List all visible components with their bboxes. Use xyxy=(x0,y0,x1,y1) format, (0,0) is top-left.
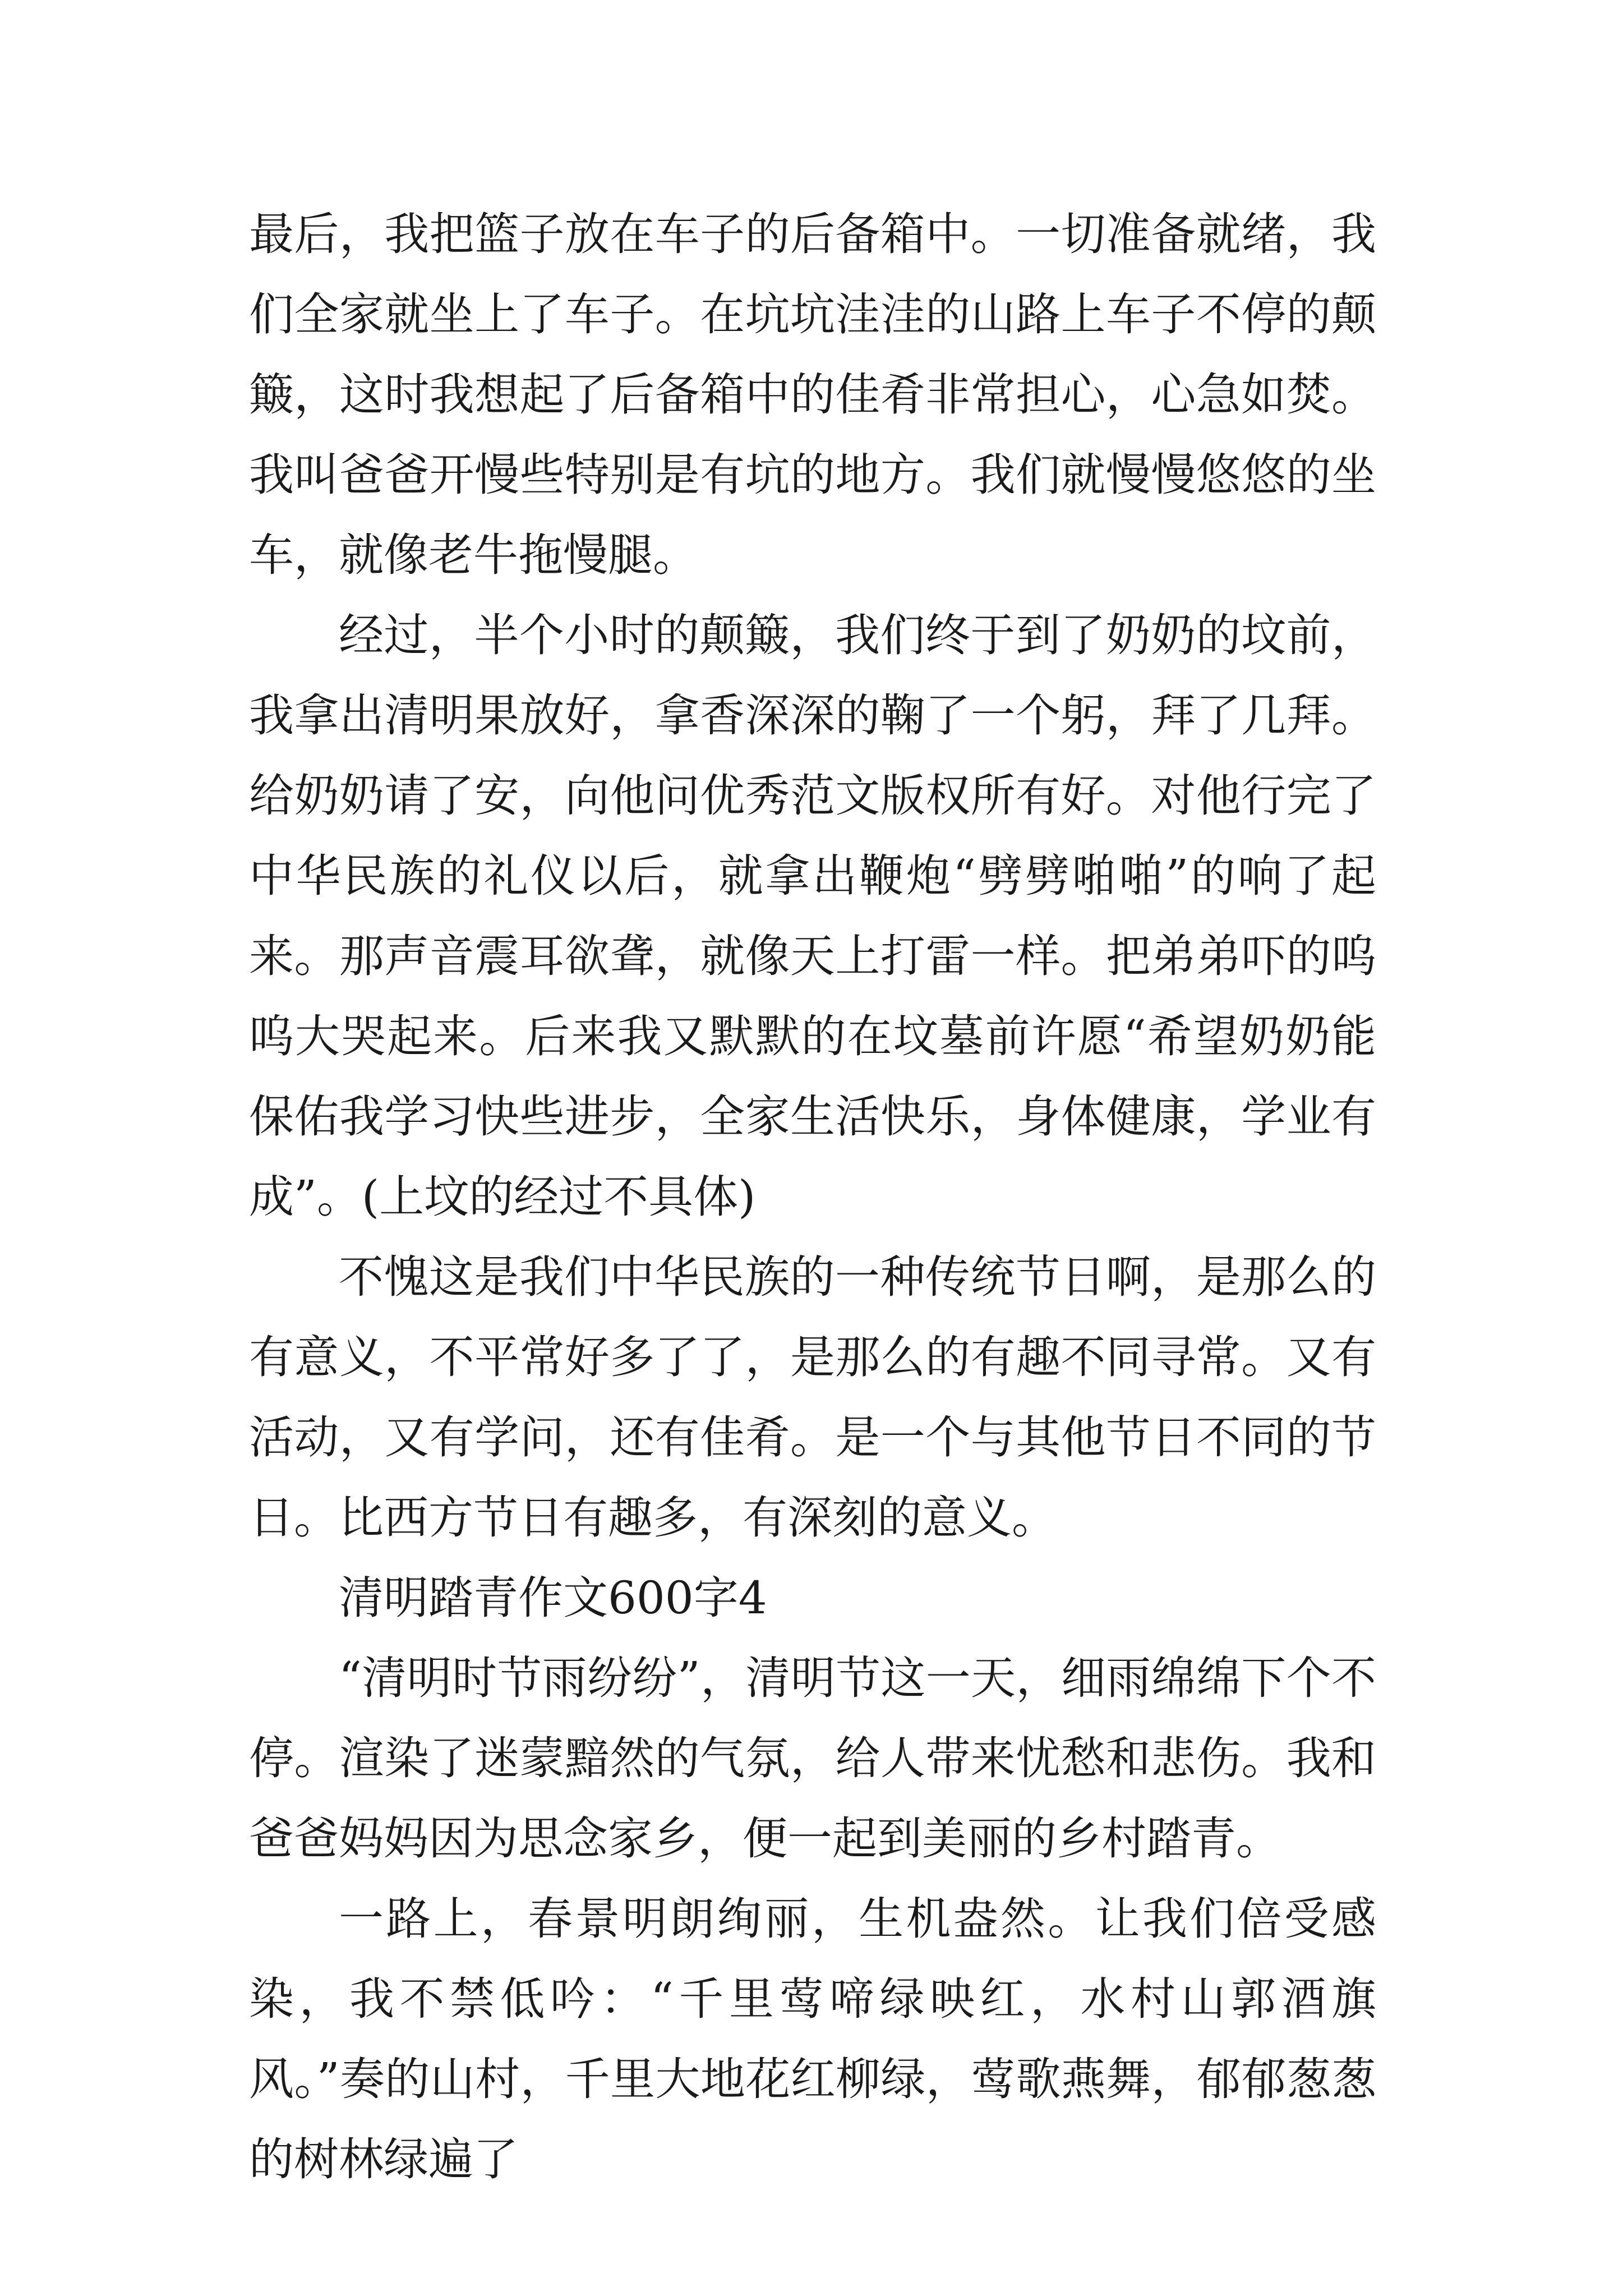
paragraph-spring-scenery: 一路上，春景明朗绚丽，生机盎然。让我们倍受感染，我不禁低吟：“千里莺啼绿映红，水村山郭酒旗风。”奏的山村，千里大地花红柳绿，莺歌燕舞，郁郁葱葱的树林绿遍了 xyxy=(249,1893,1376,2185)
section-heading: 清明踏青作文600字4 xyxy=(339,1572,767,1624)
paragraph-visit-grave: 经过，半个小时的颠簸，我们终于到了奶奶的坟前，我拿出清明果放好，拿香深深的鞠了一个躬，拜了几拜。给奶奶请了安，向他问优秀范文版权所有好。对他行完了中华民族的礼仪以后，就拿出鞭炮“劈劈啪啪”的响了起来。那声音震耳欲聋，就像天上打雷一样。把弟弟吓的呜呜大哭起来。后来我又默默的在坟墓前许愿“希望奶奶能保佑我学习快些进步，全家生活快乐，身体健康，学业有成”。(上坟的经过不具体) xyxy=(249,609,1376,1223)
paragraph-rain: “清明时节雨纷纷”，清明节这一天，细雨绵绵下个不停。渲染了迷蒙黯然的气氛，给人带来忧愁和悲伤。我和爸爸妈妈因为思念家乡，便一起到美丽的乡村踏青。 xyxy=(249,1652,1376,1865)
paragraph-festival-meaning: 不愧这是我们中华民族的一种传统节日啊，是那么的有意义，不平常好多了了，是那么的有趣不同寻常。又有活动，又有学问，还有佳肴。是一个与其他节日不同的节日。比西方节日有趣多，有深刻的意义。 xyxy=(249,1251,1376,1544)
paragraph-continuation: 最后，我把篮子放在车子的后备箱中。一切准备就绪，我们全家就坐上了车子。在坑坑洼洼的山路上车子不停的颠簸，这时我想起了后备箱中的佳肴非常担心，心急如焚。我叫爸爸开慢些特别是有坑的地方。我们就慢慢悠悠的坐车，就像老牛拖慢腿。 xyxy=(249,208,1376,581)
document-body xyxy=(249,194,1376,2200)
